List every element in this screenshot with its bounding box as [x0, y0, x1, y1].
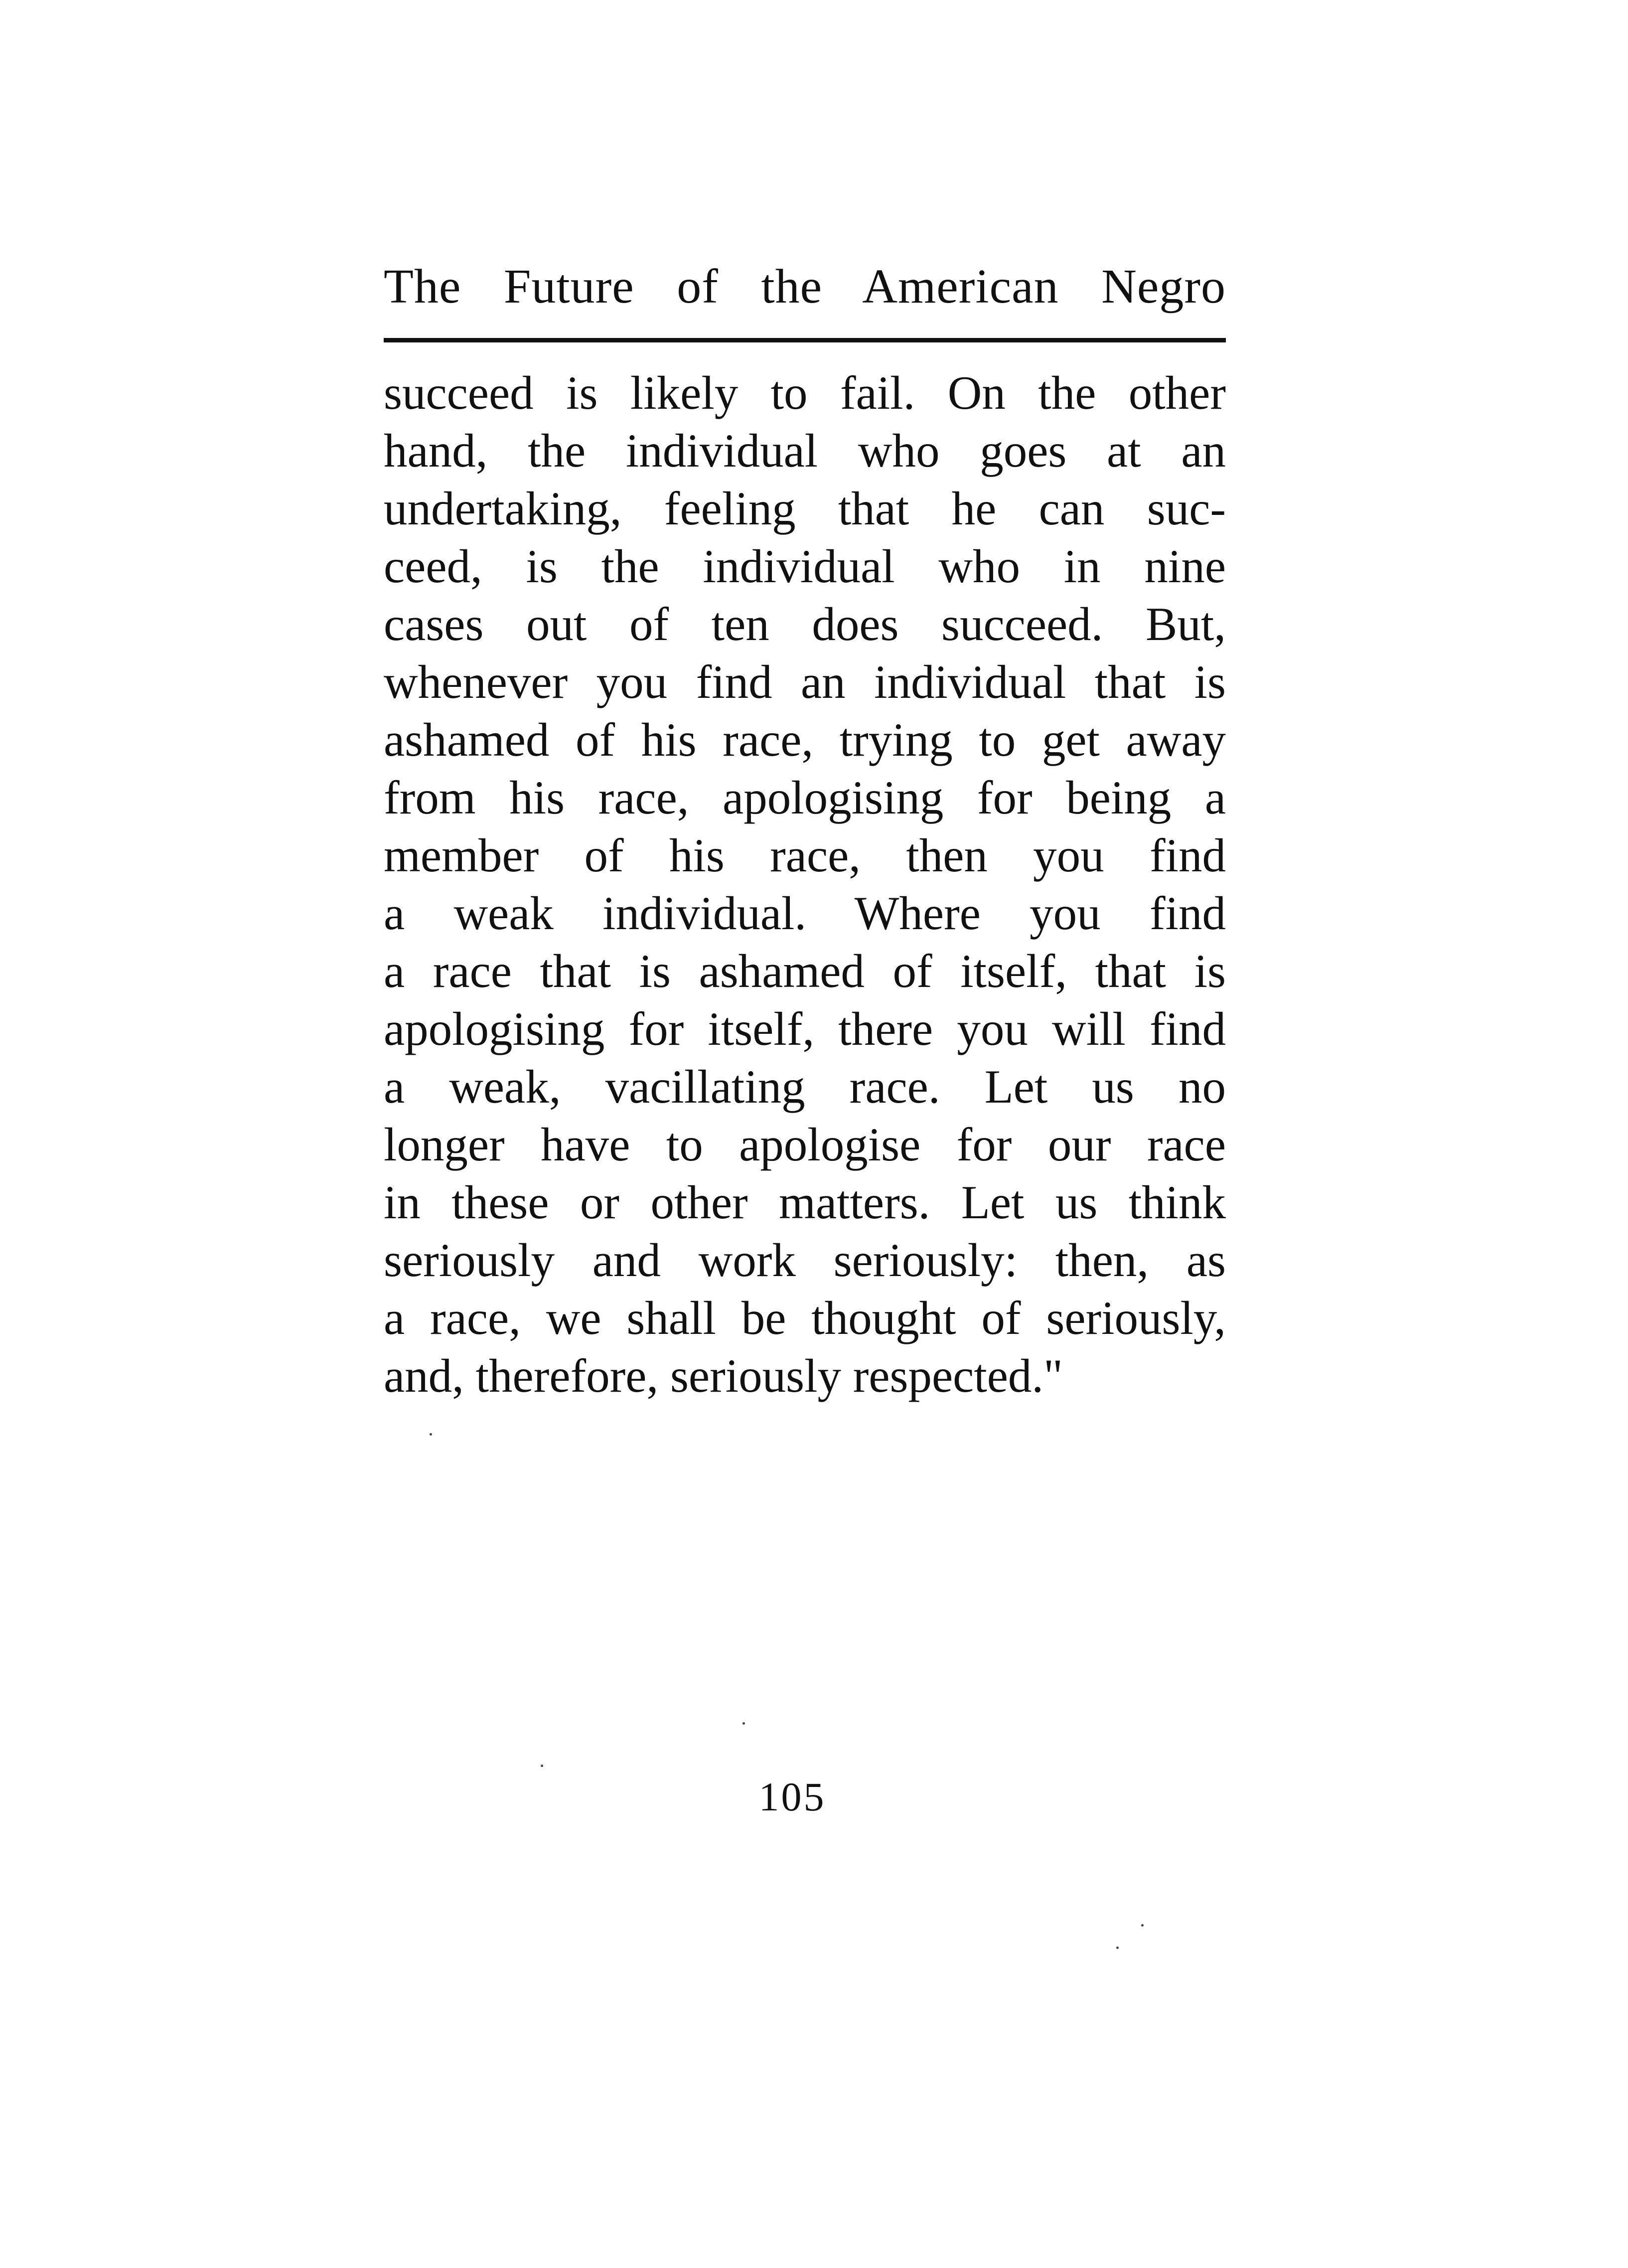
scan-speck: [742, 1722, 745, 1725]
text-line: whenever you find an individual that is: [384, 655, 1226, 708]
text-line: seriously and work seriously: then, as: [384, 1234, 1226, 1287]
text-line: a race that is ashamed of itself, that is: [384, 945, 1226, 997]
text-line: ashamed of his race, trying to get away: [384, 713, 1226, 766]
scan-speck: [1116, 1946, 1119, 1949]
body-text: [384, 364, 1226, 1405]
text-line: a weak individual. Where you find: [384, 887, 1226, 940]
text-line: apologising for itself, there you will find: [384, 1002, 1226, 1055]
text-line: a weak, vacillating race. Let us no: [384, 1060, 1226, 1113]
text-line: succeed is likely to fail. On the other: [384, 366, 1226, 419]
text-line: ceed, is the individual who in nine: [384, 540, 1226, 593]
text-line: member of his race, then you find: [384, 829, 1226, 882]
running-head: The Future of the American Negro: [384, 260, 1226, 314]
text-line: from his race, apologising for being a: [384, 771, 1226, 824]
text-line: cases out of ten does succeed. But,: [384, 598, 1226, 650]
text-line: and, therefore, seriously respected.": [384, 1349, 1063, 1402]
scan-speck: [541, 1765, 543, 1767]
text-line: in these or other matters. Let us think: [384, 1176, 1226, 1229]
text-line: a race, we shall be thought of seriously,: [384, 1292, 1226, 1344]
page-number: 105: [758, 1774, 826, 1819]
text-line: hand, the individual who goes at an: [384, 424, 1226, 477]
scan-speck: [430, 1433, 432, 1436]
text-line: longer have to apologise for our race: [384, 1118, 1226, 1171]
scan-speck: [1141, 1924, 1144, 1927]
text-line: undertaking, feeling that he can suc-: [384, 482, 1226, 535]
header-rule: [384, 338, 1226, 342]
